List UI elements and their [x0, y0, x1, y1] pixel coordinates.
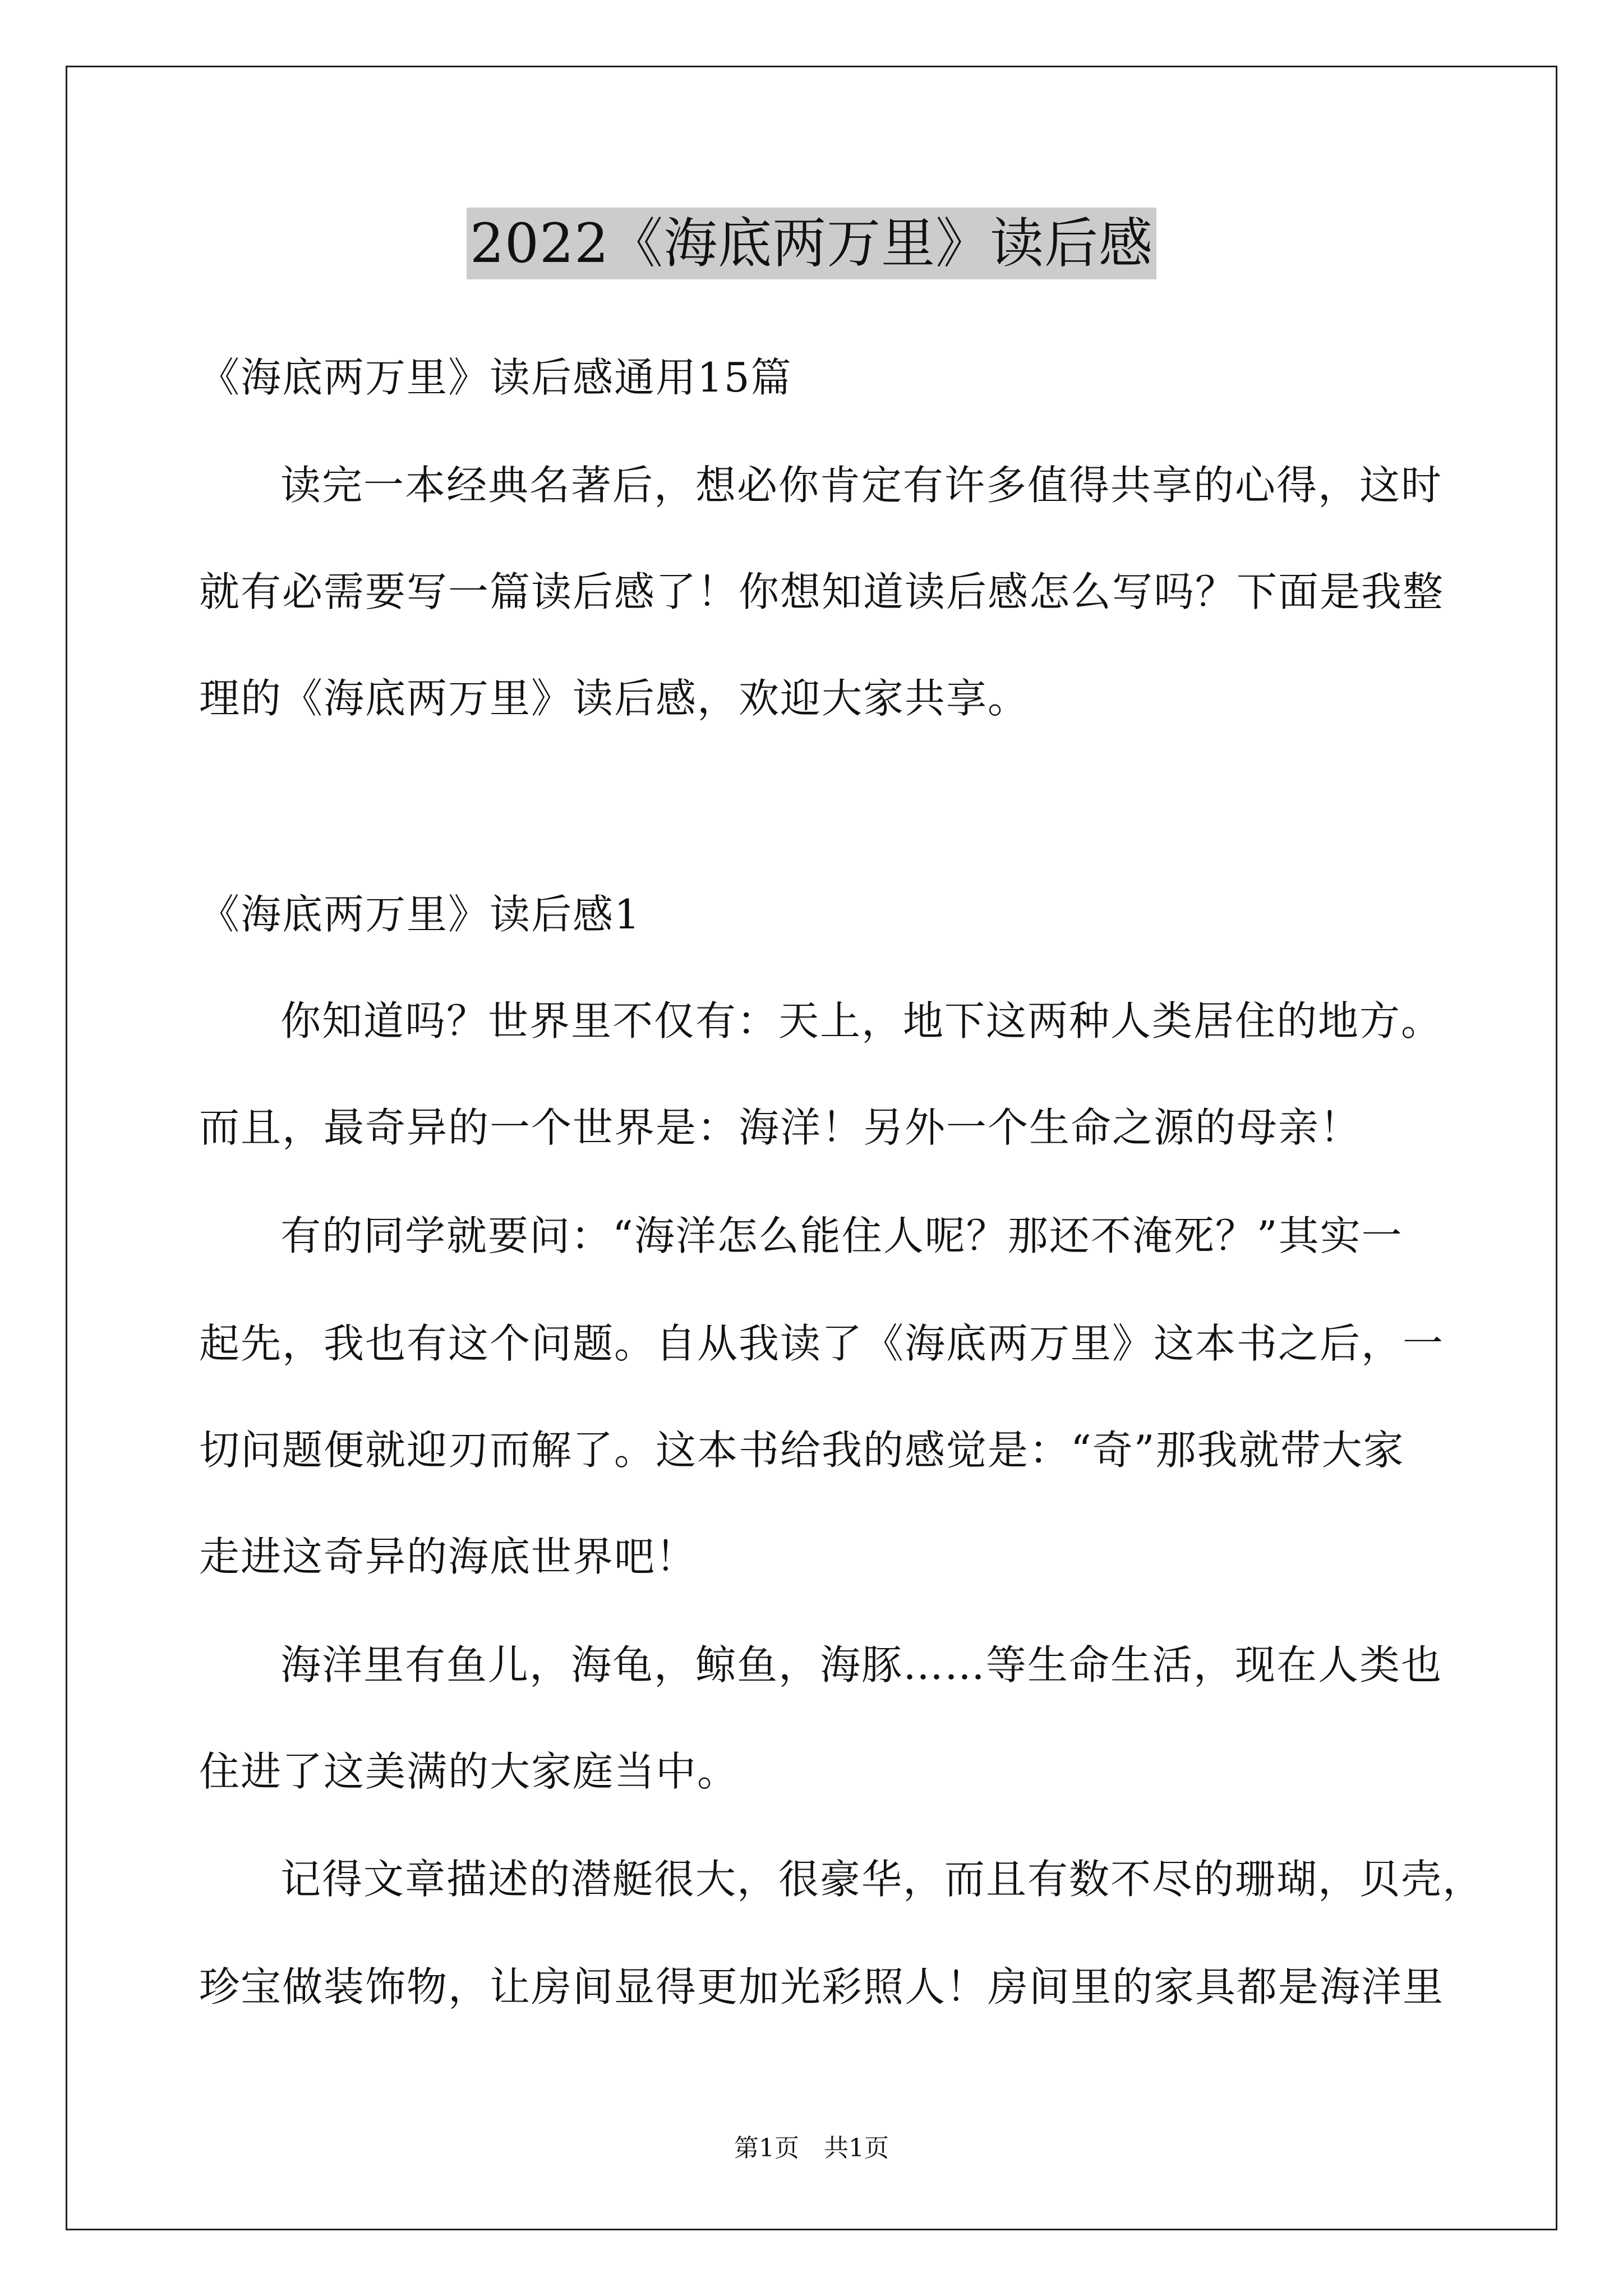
document-title: 2022《海底两万里》读后感: [467, 208, 1156, 279]
text-line: 理的《海底两万里》读后感，欢迎大家共享。: [199, 675, 1030, 722]
text-line: 记得文章描述的潜艇很大，很豪华，而且有数不尽的珊瑚，贝壳，: [280, 1856, 1484, 1903]
text-line: 就有必需要写一篇读后感了！你想知道读后感怎么写吗？下面是我整: [199, 568, 1445, 615]
section-heading: 《海底两万里》读后感1: [199, 891, 641, 938]
subtitle-line: 《海底两万里》读后感通用15篇: [199, 354, 792, 401]
text-line: 珍宝做装饰物，让房间显得更加光彩照人！房间里的家具都是海洋里: [199, 1963, 1445, 2010]
page-total: 共1页: [824, 2134, 889, 2162]
text-line: 读完一本经典名著后，想必你肯定有许多值得共享的心得，这时: [280, 462, 1443, 509]
title-container: [0, 208, 1623, 279]
page-footer: [0, 2132, 1623, 2165]
text-line: 住进了这美满的大家庭当中。: [199, 1748, 739, 1795]
text-line: 有的同学就要问：“海洋怎么能住人呢？那还不淹死？”其实一: [280, 1212, 1403, 1259]
text-line: 而且，最奇异的一个世界是：海洋！另外一个生命之源的母亲！: [199, 1104, 1362, 1151]
text-line: 你知道吗？世界里不仅有：天上，地下这两种人类居住的地方。: [280, 997, 1443, 1045]
text-line: 切问题便就迎刃而解了。这本书给我的感觉是：“奇”那我就带大家: [199, 1427, 1405, 1474]
text-line: 起先，我也有这个问题。自从我读了《海底两万里》这本书之后，一: [199, 1320, 1445, 1367]
text-line: 走进这奇异的海底世界吧！: [199, 1533, 698, 1580]
page-number: 第1页: [734, 2134, 799, 2162]
text-line: 海洋里有鱼儿，海龟，鲸鱼，海豚……等生命生活，现在人类也: [280, 1641, 1443, 1688]
